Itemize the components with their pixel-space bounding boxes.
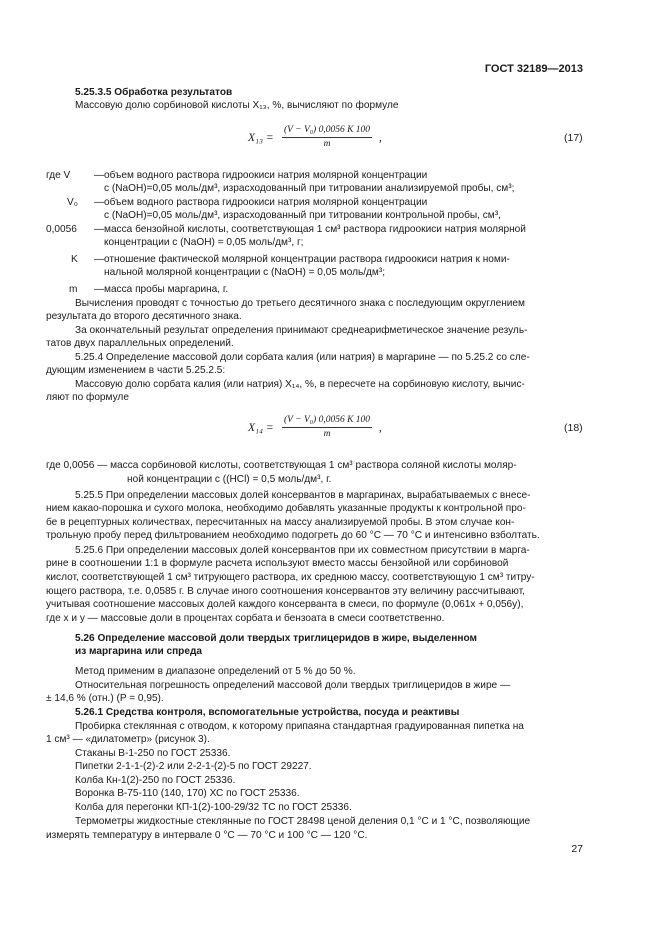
legend-dash: —	[94, 284, 105, 295]
paragraph-line: рине в соотношении 1:1 в формуле расчета используют вместо массы бензойной или сорбиновой	[46, 558, 509, 569]
list-line: Стаканы В-1-250 по ГОСТ 25336.	[75, 748, 231, 759]
legend-text: с (NaOH)=0,05 моль/дм³, израсходованный при титровании контрольной пробы, см³,	[104, 210, 501, 221]
paragraph-line: результата до второго десятичного знака.	[46, 311, 242, 322]
formula-number: (18)	[564, 422, 583, 434]
formula-lhs: X₁₃ =	[248, 132, 274, 144]
paragraph-line: бе в рецептурных количествах, пересчитанных на массу анализируемой пробы. В этом случае кон-	[46, 517, 515, 528]
paragraph-line: учитывая соотношение массовых долей каждого консерванта в смеси, по формуле (0,061x + 0,056y),	[46, 599, 524, 610]
legend-line: ной концентрации с ((HCl) = 0,5 моль/дм³, г.	[127, 474, 332, 485]
list-line: 1 см³ — «дилатометр» (рисунок 3).	[46, 734, 210, 745]
paragraph-line: ± 14,6 % (отн.) (P = 0,95).	[46, 693, 164, 704]
formula-lhs: X₁₄ =	[248, 422, 274, 434]
formula-fraction	[282, 124, 372, 151]
legend-dash: —	[94, 197, 105, 208]
paragraph-line: нием какао-порошка и сухого молока, необходимо добавлять указанные продукты к контрольной про-	[46, 503, 526, 514]
paragraph-line: ющего раствора, т.е. 0,0585 г. В случае иного соотношения консервантов эту величину рассчитывают,	[46, 586, 525, 597]
formula-fraction	[282, 414, 372, 441]
list-line: Пробирка стеклянная с отводом, к которому припаяна стандартная градуированная пипетка на	[75, 721, 524, 732]
legend-dash: —	[94, 254, 105, 265]
formula-numerator: (V − V₀) 0,0056 K 100	[282, 124, 372, 138]
paragraph-line: татов двух параллельных определений.	[46, 338, 234, 349]
formula-denominator: m	[323, 429, 331, 439]
paragraph-line: 5.25.6 При определении массовых долей консервантов при их совместном присутствии в марга-	[75, 545, 530, 556]
legend-text: с (NaOH)=0,05 моль/дм³, израсходованный при титровании анализируемой пробы, см³;	[104, 183, 515, 194]
formula-comma: ,	[379, 132, 382, 144]
paragraph-line: 5.25.5 При определении массовых долей консервантов в маргаринах, вырабатываемых с внесе-	[75, 490, 531, 501]
section-heading-5-26-cont: из маргарина или спреда	[75, 646, 202, 657]
legend-symbol: где V	[46, 170, 71, 181]
paragraph-line: Массовую долю сорбата калия (или натрия) X₁₄, %, в пересчете на сорбиновую кислоту, вычис-	[75, 379, 525, 390]
list-line: Термометры жидкостные стеклянные по ГОСТ 28498 ценой деления 0,1 °С и 1 °С, позволяющие	[75, 816, 531, 827]
list-line: измерять температуру в интервале 0 °С — 70 °С и 100 °С — 120 °С.	[46, 830, 368, 841]
legend-symbol: K	[71, 254, 78, 265]
paragraph-line: трольную пробу перед фильтрованием необходимо подогреть до 60 °С — 70 °С и интенсивно взболтать.	[46, 530, 540, 541]
formula-number: (17)	[564, 132, 583, 144]
legend-text: концентрации с (NaOH) = 0,05 моль/дм³, г;	[104, 237, 304, 248]
paragraph-line: где x и y — массовые доли в процентах сорбата и бензоата в смеси соответственно.	[46, 613, 445, 624]
legend-text: объем водного раствора гидроокиси натрия молярной концентрации	[104, 197, 428, 208]
legend-symbol: 0,0056	[46, 224, 77, 235]
paragraph-line: За окончательный результат определения принимают среднеарифметическое значение резуль-	[75, 325, 528, 336]
list-line: Воронка В-75-110 (140, 170) ХС по ГОСТ 25336.	[75, 788, 300, 799]
paragraph-line: дующим изменением в части 5.25.2.5:	[46, 365, 226, 376]
legend-symbol: m	[69, 284, 78, 295]
page-number: 27	[571, 843, 583, 855]
paragraph-line: ляют по формуле	[46, 392, 129, 403]
formula-comma: ,	[379, 422, 382, 434]
paragraph-line: Метод применим в диапазоне определений от 5 % до 50 %.	[75, 666, 356, 677]
legend-line: где 0,0056 — масса сорбиновой кислоты, соответствующая 1 см³ раствора соляной кислоты моляр-	[46, 460, 517, 471]
document-code: ГОСТ 32189—2013	[484, 63, 583, 75]
paragraph-line: Вычисления проводят с точностью до третьего десятичного знака с последующим округлением	[75, 298, 525, 309]
list-line: Колба Кн-1(2)-250 по ГОСТ 25336.	[75, 775, 236, 786]
legend-text: объем водного раствора гидроокиси натрия молярной концентрации	[104, 170, 428, 181]
formula-numerator: (V − V₀) 0,0056 K 100	[282, 414, 372, 428]
legend-text: масса пробы маргарина, г.	[104, 284, 229, 295]
legend-symbol: V₀	[67, 197, 78, 208]
legend-dash: —	[94, 224, 105, 235]
legend-text: нальной молярной концентрации с (NaOH) = 0,05 моль/дм³;	[104, 267, 386, 278]
paragraph-line: 5.25.4 Определение массовой доли сорбата калия (или натрия) в маргарине — по 5.25.2 со сле-	[75, 352, 530, 363]
formula-denominator: m	[323, 139, 331, 149]
list-line: Колба для перегонки КП-1(2)-100-29/32 ТС по ГОСТ 25336.	[75, 802, 352, 813]
legend-dash: —	[94, 170, 105, 181]
section-heading-5-26: 5.26 Определение массовой доли твердых триглицеридов в жире, выделенном	[75, 633, 477, 644]
section-heading-5-25-3-5: 5.25.3.5 Обработка результатов	[75, 87, 233, 98]
list-line: Пипетки 2-1-1-(2)-2 или 2-2-1-(2)-5 по ГОСТ 29227.	[75, 761, 312, 772]
section-heading-5-26-1: 5.26.1 Средства контроля, вспомогательные устройства, посуда и реактивы	[75, 707, 460, 718]
paragraph-line: кислот, соответствующей 1 см³ титрующего раствора, их среднюю массу, соответствующую 1 см³ титру-	[46, 572, 535, 583]
section-intro: Массовую долю сорбиновой кислоты X₁₃, %, вычисляют по формуле	[75, 100, 399, 111]
legend-text: масса бензойной кислоты, соответствующая 1 см³ раствора гидроокиси натрия молярной	[104, 224, 526, 235]
paragraph-line: Относительная погрешность определений массовой доли твердых триглицеридов в жире —	[75, 680, 511, 691]
legend-text: отношение фактической молярной концентрации раствора гидроокиси натрия к номи-	[104, 254, 510, 265]
